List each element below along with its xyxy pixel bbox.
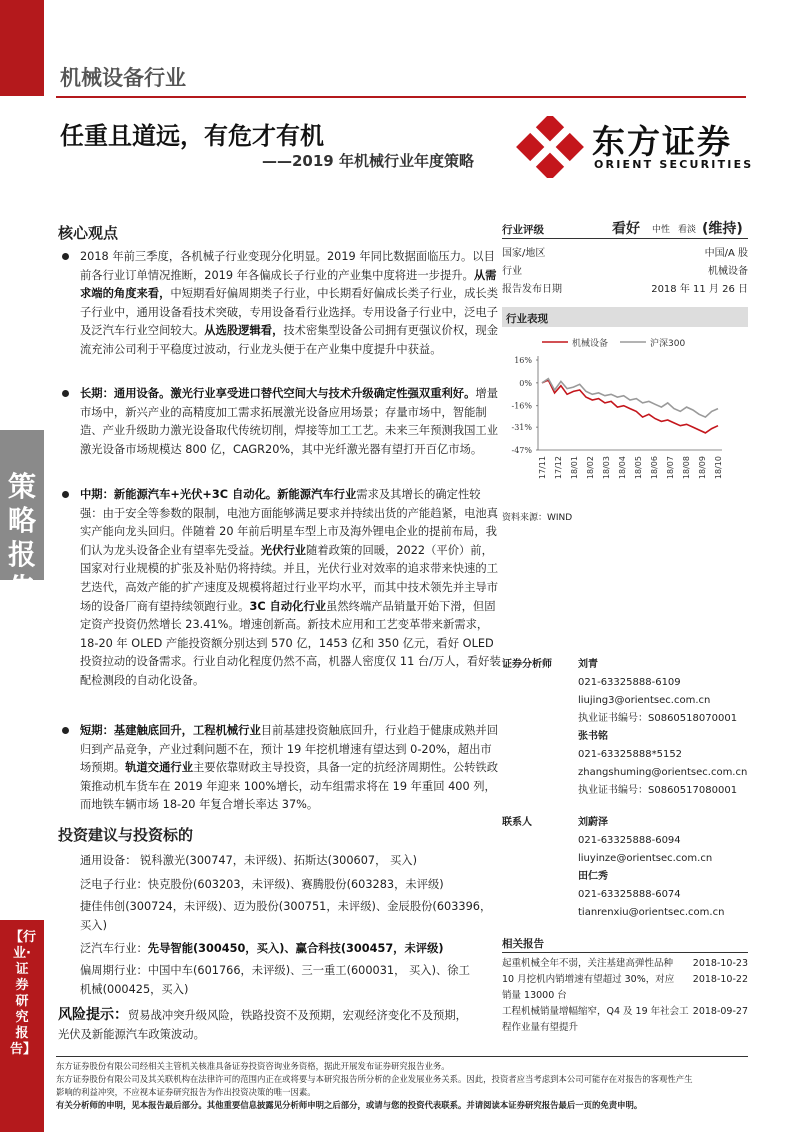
logo-chinese-name: 东方证券 [592, 122, 732, 161]
logo-english-name: ORIENT SECURITIES [594, 158, 754, 171]
performance-header: 行业表现 [502, 307, 748, 327]
analyst-1: 刘青 021-63325888-6109 liujing3@orientsec.com.cn 执业证书编号：S0860518070001 张书铭 021-63325888*5152 zhangshuming@orientsec.com.cn 执业证书编号：S0860517080001 [578, 659, 748, 796]
rating-mid: 中性 [652, 225, 671, 235]
rating-low: 看淡 [678, 225, 697, 235]
industry-name: 机械设备行业 [60, 66, 186, 90]
legend-label: 沪深300 [650, 339, 686, 349]
left-band-top [0, 0, 44, 96]
category-char: 报 [7, 538, 36, 571]
report-title: 任重且道远，有危才有机 [60, 122, 324, 150]
x-tick-label: 18/02 [586, 456, 595, 480]
related-item[interactable]: 起重机械全年不弱，关注基建高弹性品种 2018-10-23 [502, 958, 748, 969]
x-tick-label: 18/09 [698, 456, 707, 480]
performance-chart [502, 332, 748, 504]
country-row: 国家/地区 中国/A 股 [502, 248, 748, 259]
category-char: 策 [7, 470, 36, 503]
orient-logo-icon [516, 116, 584, 178]
related-list [502, 956, 748, 1036]
x-tick-label: 18/04 [618, 456, 627, 480]
recommend-line-1: 通用设备： 锐科激光(300747，未评级)、拓斯达(300607， 买入) [80, 854, 417, 867]
report-category-band [0, 430, 44, 605]
related-title: 相关报告 [502, 938, 544, 950]
x-tick-label: 17/11 [538, 456, 547, 480]
category-char: 略 [7, 504, 36, 537]
footer-divider [56, 1056, 748, 1057]
rating-label: 行业评级 [502, 224, 544, 236]
x-tick-label: 18/05 [634, 456, 643, 480]
y-tick-label: 16% [514, 356, 532, 365]
report-subtitle: ——2019 年机械行业年度策略 [262, 152, 474, 170]
recommend-line-2: 泛电子行业：快克股份(603203，未评级)、赛腾股份(603283，未评级) [80, 878, 444, 891]
y-tick-label: -16% [511, 401, 532, 411]
footer-disclaimer: 东方证券股份有限公司经相关主管机关核准具备证券投资咨询业务资格，据此开展发布证券研究报告业务。 东方证券股份有限公司及其关联机构在法律许可的范围内正在或将要与本研究报告所分析的企业发展业务关系。因此，投资者应当考虑到本公司可能存在对报告的客观性产生 影响的利益冲突，不应视本证券研究报告为作出投资决策的唯一因素。 有关分析师的申明，见本报告最后部分。其他重要信息披露见分析师申明之后部分，或请与您的投资代表联系。并请阅读本证券研究报告最后一页的免责申明。 [56, 1061, 693, 1110]
industry-row: 行业 机械设备 [502, 266, 748, 277]
related-item[interactable]: 工程机械销量增幅缩窄，Q4 及 19 年社会工程作业量有望提升 2018-09-27 [502, 1006, 748, 1033]
core-point-2: 长期：通用设备。激光行业享受进口替代空间大与技术升级确定性强双重利好。增量市场中，新兴产业的高精度加工需求拓展激光设备应用场景；存量市场中，智能制造、产业升级助力激光设备取代传统切削，焊接等加工工艺。未来三年预测我国工业激光设备市场规模达 800 亿，CAGR20%，其中光纤激光器有望打开百亿市场。 [80, 385, 502, 459]
risk-warning: 风险提示：贸易战冲突升级风险，铁路投资不及预期，宏观经济变化不及预期， 光伏及新能源汽车政策波动。 [58, 1007, 467, 1041]
chart-source: 资料来源：WIND [502, 513, 573, 523]
recommend-line-4: 泛汽车行业：先导智能(300450，买入)、赢合科技(300457，未评级) [80, 942, 444, 955]
core-point-4: 短期：基建触底回升，工程机械行业目前基建投资触底回升，行业趋于健康成熟并回归到产品竞争，产业过剩问题不在，预计 19 年挖机增速有望达到 0-20%，超出市场预期。轨道交通行业主要依靠财政主导投资，具备一定的抗经济周期性。公转铁政策推动机车货车在 2019 年迎来 100%增长，动车组需求将在 19 年重回 400 列，而地铁车辆市场 18-20 年复合增长率达 37%。 [80, 722, 502, 815]
rating-value: 看好 [612, 221, 640, 237]
x-tick-label: 17/12 [554, 456, 563, 480]
rating-keep: (维持) [702, 221, 743, 237]
x-tick-label: 18/01 [570, 456, 579, 480]
contact-label: 联系人 [502, 817, 532, 828]
category-char: 告 [7, 572, 36, 605]
rating-row [502, 218, 748, 239]
x-tick-label: 18/08 [682, 456, 691, 480]
recommend-heading: 投资建议与投资标的 [58, 826, 194, 844]
core-point-3: 中期：新能源汽车+光伏+3C 自动化。新能源汽车行业需求及其增长的确定性较强：由于安全等参数的限制，电池方面能够满足要求并持续出货的产能趋紧，电池真实产能向龙头回归。伴随着 20 年前后明星车型上市及海外锂电企业的提前布局，我们认为龙头设备企业有望率先受益。光伏行业随着政策的回暖，2022（平价）前，国家对行业规模的扩张及补贴仍将持续。并且，光伏行业对效率的追求带来快速的工艺迭代，高效产能的扩产速度及规模将超过行业平均水平，而其中技术领先并主导市场的设备厂商有望持续领跑行业。3C 自动化行业虽然终端产品销量开始下滑，但固定资产投资仍然增长 23.41%。增速创新高。新技术应用和工艺变革带来新需求，18-20 年 OLED 产能投资额分别达到 570 亿，1453 亿和 350 亿元，看好 OLED 投资拉动的设备需求。行业自动化程度仍然不高，机器人密度仅 11 台/万人，看好装配检测段的自动化设备。 [80, 486, 502, 691]
core-view-heading: 核心观点 [58, 224, 119, 242]
contacts: 刘蔚泽 021-63325888-6094 liuyinze@orientsec.com.cn 田仁秀 021-63325888-6074 tianrenxiu@orientsec.com.cn [578, 817, 725, 918]
x-tick-label: 18/10 [714, 456, 723, 480]
report-type-tag: 【行业·证券研究报告】 [10, 930, 37, 1057]
x-tick-label: 18/07 [666, 456, 675, 480]
y-tick-label: -47% [511, 446, 532, 455]
legend-label: 机械设备 [572, 339, 609, 349]
header-divider [56, 96, 746, 98]
related-divider [502, 952, 748, 953]
x-tick-label: 18/03 [602, 456, 611, 480]
core-point-1: 2018 年前三季度，各机械子行业变现分化明显。2019 年同比数据面临压力。以目前各行业订单情况推断，2019 年各偏成长子行业的产业集中度将进一步提升。从需求端的角度来看，中短期看好偏周期类子行业，中长期看好偏成长类子行业，成长类子行业中，通用设备看技术突破，专用设备看行业选择。专用设备子行业中，泛电子及泛汽车行业空间较大。从选股逻辑看，技术密集型设备公司拥有更强议价权，现金流充沛公司利于平稳度过波动，行业龙头便于在产业集中度提升中获益。 [80, 248, 502, 360]
date-row: 报告发布日期 2018 年 11 月 26 日 [502, 284, 748, 295]
y-tick-label: 0% [519, 378, 532, 388]
series-line [542, 379, 718, 418]
analyst-label: 证券分析师 [502, 659, 552, 670]
recommend-line-5: 偏周期行业：中国中车(601766，未评级)、三一重工(600031， 买入)、徐工 机械(000425，买入) [80, 964, 470, 996]
recommend-line-3: 捷佳伟创(300724，未评级)、迈为股份(300751，未评级)、金辰股份(603396， 买入) [80, 900, 492, 932]
x-tick-label: 18/06 [650, 456, 659, 480]
related-item[interactable]: 10 月挖机内销增速有望超过 30%，对应销量 13000 台 2018-10-22 [502, 974, 748, 1001]
y-tick-label: -31% [511, 423, 532, 433]
